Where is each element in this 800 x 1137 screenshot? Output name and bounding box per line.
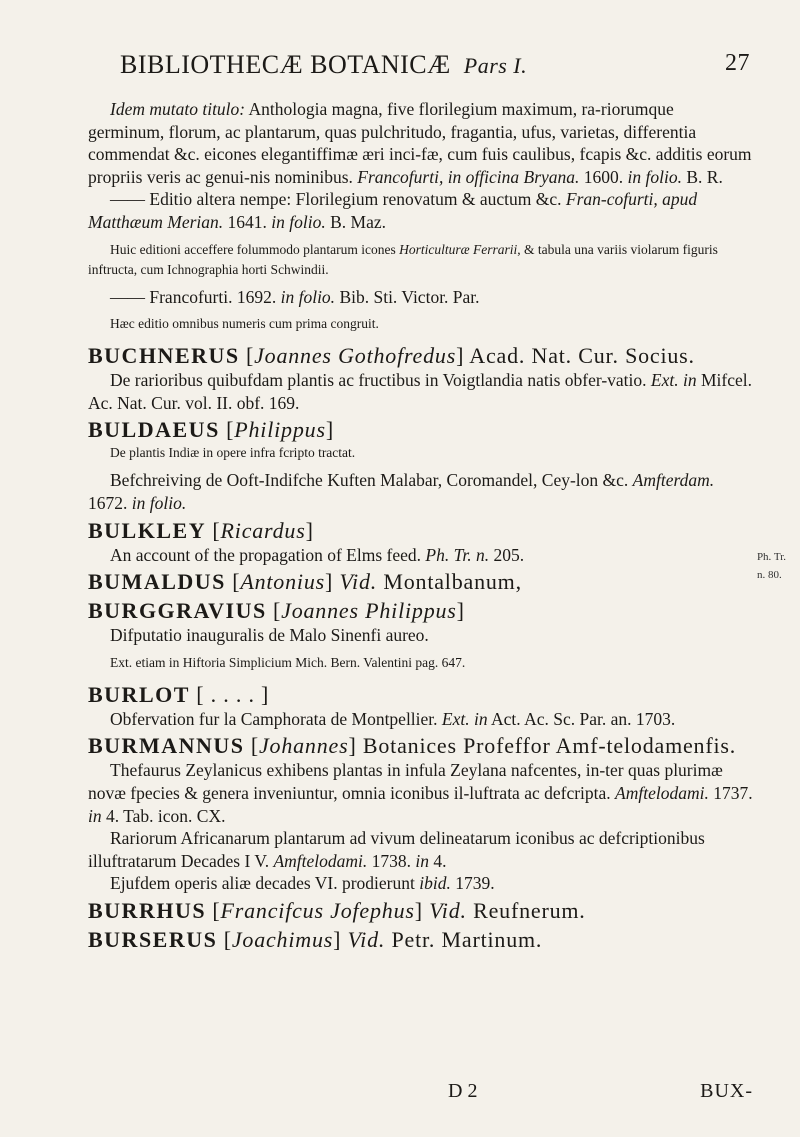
entry-text: Idem mutato titulo: Anthologia magna, five florilegium maximum, ra-riorumque germinum, florum, ac plantarum, quas pulchritudo, fragantia, ufus, varietas, differentia commendat &c. eicones elegantiffimæ æri inci-fæ, cum fuis caulibus, fcapis &c. additis eorum propriis veris ac genui-nis nominibus. Francofurti, in officina Bryana. 1600. in folio. B. R. [88, 99, 752, 187]
entry-text: Befchreiving de Ooft-Indifche Kuften Malabar, Coromandel, Cey-lon &c. Amfterdam. 1672. in folio. [88, 470, 715, 513]
author-heading [88, 417, 753, 443]
author-heading [88, 927, 753, 953]
note-text: De plantis Indiæ in opere infra fcripto tractat. [110, 445, 356, 461]
entry-text: An account of the propagation of Elms feed. Ph. Tr. n. 205. [110, 544, 525, 565]
author-name: BURGGRAVIUS [88, 598, 267, 624]
entry-text: De rarioribus quibufdam plantis ac fructibus in Voigtlandia natis obfer-vatio. Ext. in Mifcel. Ac. Nat. Cur. vol. II. obf. 169. [88, 370, 752, 413]
author-name: BURSERUS [88, 926, 218, 952]
author-heading [88, 898, 753, 924]
margin-note-line: n. 80. [756, 569, 782, 581]
author-name: BULDAEUS [88, 417, 220, 443]
author-heading [88, 569, 753, 595]
author-given: [Joannes Philippus] [273, 598, 465, 624]
page-number: 27 [725, 50, 750, 76]
header-part: Pars I. [463, 53, 528, 78]
entry-text: —— Editio altera nempe: Florilegium renovatum & auctum &c. Fran-cofurti, apud Matthæum Merian. 1641. in folio. B. Maz. [88, 189, 698, 232]
entry-text: Obfervation fur la Camphorata de Montpellier. Ext. in Act. Ac. Sc. Par. an. 1703. [110, 708, 676, 729]
author-heading [88, 343, 753, 369]
author-given: [Ricardus] [212, 517, 314, 543]
entry-text: Thefaurus Zeylanicus exhibens plantas in infula Zeylana nafcentes, in-ter quas plurimæ novæ fpecies & genera inveniuntur, omnia iconibus il-luftrata ac defcripta. Amftelodami. 1737. in 4. Tab. icon. CX. [88, 760, 753, 826]
entry-text: —— Francofurti. 1692. in folio. Bib. Sti. Victor. Par. [110, 286, 480, 307]
author-name: BUMALDUS [88, 569, 226, 595]
author-rest: Vid. Montalbanum, [339, 569, 522, 595]
author-given: [Johannes] [250, 733, 357, 759]
author-name: BURLOT [88, 681, 190, 707]
author-given: [Philippus] [226, 417, 334, 443]
author-heading [88, 598, 753, 624]
author-heading [88, 518, 753, 544]
note-text: Huic editioni acceffere folummodo plantarum icones Horticulturæ Ferrarii, & tabula una variis violarum figuris inftructa, cum Ichnographia horti Schwindii. [88, 241, 718, 277]
author-given: [Antonius] [232, 569, 334, 595]
author-rest: Vid. Petr. Martinum. [347, 926, 543, 952]
author-rest: Vid. Reufnerum. [429, 897, 586, 923]
author-rest: Acad. Nat. Cur. Socius. [464, 343, 695, 369]
author-name: BULKLEY [88, 517, 207, 543]
header-title: BIBLIOTHECÆ BOTANICÆ [120, 50, 451, 79]
margin-note-line: Ph. Tr. [756, 551, 786, 563]
author-name: BURMANNUS [88, 733, 245, 759]
author-heading [88, 682, 753, 708]
author-given: [ . . . . ] [196, 681, 270, 707]
entry-text: Difputatio inauguralis de Malo Sinenfi aureo. [110, 625, 429, 646]
author-rest: Botanices Profeffor Amf-telodamenfis. [356, 733, 737, 759]
note-text: Ext. etiam in Hiftoria Simplicium Mich. Bern. Valentini pag. 647. [110, 654, 466, 670]
note-text: Hæc editio omnibus numeris cum prima congruit. [110, 316, 379, 332]
margin-note [757, 548, 786, 584]
author-name: BUCHNERUS [88, 343, 240, 369]
signature-mark: D 2 [448, 1080, 478, 1102]
author-given: [Joannes Gothofredus] [245, 343, 465, 369]
author-given: [Francifcus Jofephus] [212, 897, 423, 923]
author-heading [88, 733, 753, 759]
document-body [88, 98, 753, 953]
running-header [120, 50, 750, 80]
catchword: BUX- [700, 1080, 753, 1102]
author-name: BURRHUS [88, 897, 207, 923]
entry-text: Rariorum Africanarum plantarum ad vivum delineatarum iconibus ac defcriptionibus illuftratarum Decades I V. Amftelodami. 1738. in 4. [88, 828, 705, 871]
entry-text: Ejufdem operis aliæ decades VI. prodierunt ibid. 1739. [110, 873, 495, 894]
author-given: [Joachimus] [223, 926, 342, 952]
